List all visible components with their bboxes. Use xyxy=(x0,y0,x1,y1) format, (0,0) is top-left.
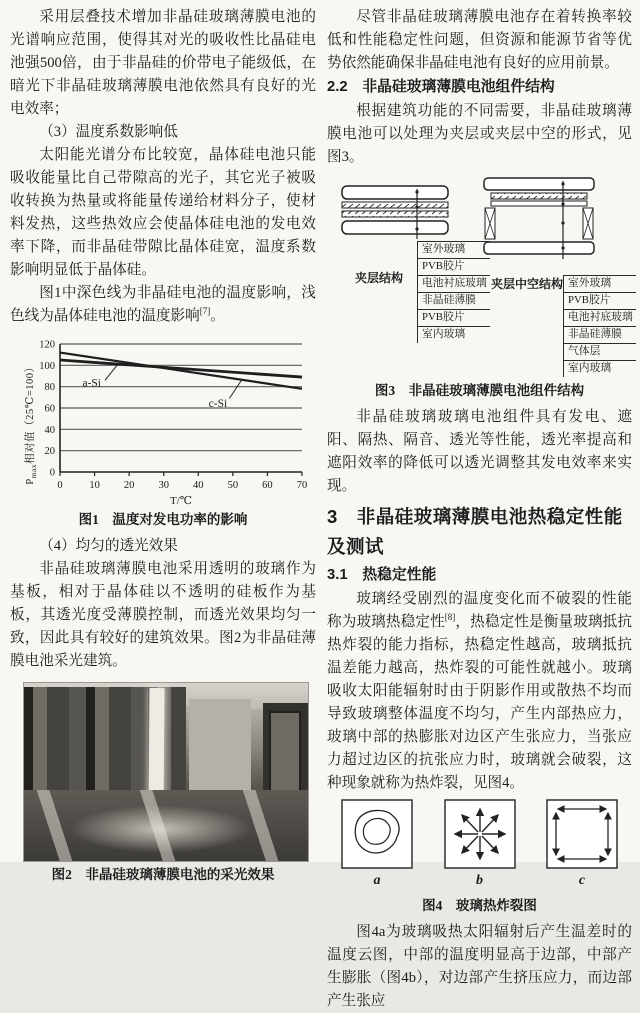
paragraph-thermal-pre: 玻璃经受剧烈的温度变化而不破裂的性能称为玻璃热稳定性 xyxy=(327,591,632,630)
layer-label: 非晶硅薄膜 xyxy=(564,326,636,343)
figure1-chart xyxy=(12,334,312,506)
svg-text:10: 10 xyxy=(89,480,100,491)
layer-label: 室内玻璃 xyxy=(564,360,636,377)
paragraph-module-functions: 非晶硅玻璃玻璃电池组件具有发电、遮阳、隔热、隔音、透光等性能，透光率提高和遮阳效率的降低可以透光调整其发电效率来实现。 xyxy=(327,409,632,494)
paragraph-fig1-intro xyxy=(10,282,316,328)
hollow-stack-diagram xyxy=(483,177,595,259)
figure2-caption: 图2 非晶硅玻璃薄膜电池的采光效果 xyxy=(51,867,275,882)
layer-label: PVB胶片 xyxy=(418,309,490,326)
photo-door-panel xyxy=(271,713,299,798)
svg-text:a-Si: a-Si xyxy=(82,377,102,390)
laminated-structure-label: 夹层结构 xyxy=(355,271,404,285)
svg-text:20: 20 xyxy=(123,480,135,491)
hollow-structure-label: 夹层中空结构 xyxy=(491,277,564,291)
edge-tension-diagram xyxy=(546,799,618,869)
layer-label: PVB胶片 xyxy=(564,292,636,309)
svg-text:50: 50 xyxy=(227,480,239,491)
heading-2-2: 2.2 非晶硅玻璃薄膜电池组件结构 xyxy=(327,79,555,95)
figure3-structure-diagrams xyxy=(327,175,632,377)
layer-label: 室外玻璃 xyxy=(418,241,490,258)
svg-text:c-Si: c-Si xyxy=(208,397,228,410)
layer-label: 室内玻璃 xyxy=(418,326,490,343)
temperature-contour-diagram xyxy=(341,799,413,869)
paragraph-stacking-tech: 采用层叠技术增加非晶硅玻璃薄膜电池的光谱响应范围，使得其对光的吸收性比晶硅电池强500倍，由于非晶硅的价带电子能级低，在暗光下非晶硅玻璃薄膜电池依然具有良好的光电效率； xyxy=(10,9,316,117)
right-column xyxy=(327,6,632,1013)
paragraph-thermal-stability xyxy=(327,588,632,795)
subfig-b-label: b xyxy=(476,873,483,888)
svg-text:0: 0 xyxy=(49,467,55,479)
fig1-plot-area xyxy=(28,334,312,506)
reference-8: [8] xyxy=(444,612,456,623)
photo-right-wall xyxy=(189,699,251,799)
svg-text:60: 60 xyxy=(44,403,55,415)
heading-section-3: 3 非晶硅玻璃薄膜电池热稳定性能及测试 xyxy=(327,506,623,557)
svg-text:120: 120 xyxy=(39,339,55,351)
laminated-layer-list xyxy=(417,241,490,343)
figure4-cracking-diagrams xyxy=(327,799,632,917)
paragraph-module-forms: 根据建筑功能的不同需要，非晶硅玻璃薄膜电池可以处理为夹层或夹层中空的形式，见图3。 xyxy=(327,103,632,165)
figure1-caption: 图1 温度对发电功率的影响 xyxy=(78,512,248,527)
paragraph-prospects: 尽管非晶硅玻璃薄膜电池存在着转换率较低和性能稳定性问题，但资源和能源节省等优势依然能确保非晶硅电池有良好的应用前景。 xyxy=(327,9,632,71)
subfig-c-label: c xyxy=(578,873,586,888)
figure3-caption: 图3 非晶硅玻璃薄膜电池组件结构 xyxy=(374,383,585,398)
svg-text:40: 40 xyxy=(44,424,55,436)
hollow-layer-list xyxy=(563,275,636,377)
svg-text:70: 70 xyxy=(296,480,308,491)
paragraph-fig1-intro-text: 图1中深色线为非晶硅电池的温度影响，浅色线为晶体硅电池的温度影响 xyxy=(10,285,316,324)
left-column xyxy=(10,6,316,890)
layer-label: 电池衬底玻璃 xyxy=(418,275,490,292)
figure2-building-photo xyxy=(24,683,308,861)
svg-text:30: 30 xyxy=(158,480,169,491)
layer-label: 室外玻璃 xyxy=(564,275,636,292)
layer-label: 非晶硅薄膜 xyxy=(418,292,490,309)
paragraph-transparency: 非晶硅玻璃薄膜电池采用透明的玻璃作为基板，相对于晶体硅以不透明的硅板作为基板，其透光度受薄膜控制，而透光效果均匀一致，因此具有较好的建筑效果。图2为非晶硅薄膜电池采光建筑。 xyxy=(10,561,316,669)
paragraph-thermal-post: ，热稳定性是衡量玻璃抵抗热炸裂的能力指标，热稳定性越高，玻璃抵抗温差能力越高，热炸裂的可能性就越小。玻璃吸收太阳能辐射时由于阴影作用或散热不均而导致玻璃整体温度不均匀，产生内部热应力，玻璃中部的热膨胀对边区产生张应力，当张应力超过边区的抗张应力时，玻璃就会破裂，这种现象就称为热炸裂，见图4。 xyxy=(327,614,632,791)
layer-label: 电池衬底玻璃 xyxy=(564,309,636,326)
heading-item-4: （4）均匀的透光效果 xyxy=(39,538,178,554)
subfig-a-label: a xyxy=(373,873,381,888)
laminated-stack-diagram xyxy=(341,185,451,239)
svg-text:T/℃: T/℃ xyxy=(169,495,193,507)
figure4-caption: 图4 玻璃热炸裂图 xyxy=(422,898,537,913)
svg-text:40: 40 xyxy=(193,480,204,491)
paragraph-fig4a-explain: 图4a为玻璃吸热太阳辐射后产生温差时的温度云图，中部的温度明显高于边部，中部产生膨胀（图4b），对边部产生挤压应力，而边部产生张应 xyxy=(327,924,632,1009)
svg-text:60: 60 xyxy=(262,480,273,491)
heading-item-3: （3）温度系数影响低 xyxy=(39,124,178,140)
paragraph-solar-spectrum: 太阳能光谱分布比较宽，晶体硅电池只能吸收能量比自己带隙高的光子，其它光子被吸收转换为热量或将能量传递给材料分子，使材料发热，这些热效应会使晶体硅电池的发电效率下降，而非晶硅带隙比晶体硅宽，温度系数影响明显低于晶体硅。 xyxy=(10,147,316,278)
svg-text:0: 0 xyxy=(57,480,63,491)
photo-floor-light-patches xyxy=(24,790,308,861)
heading-3-1: 3.1 热稳定性能 xyxy=(327,567,437,583)
expansion-arrows-diagram xyxy=(444,799,516,869)
svg-text:20: 20 xyxy=(44,446,55,458)
paragraph-fig1-intro-end: 。 xyxy=(210,308,225,324)
svg-text:80: 80 xyxy=(44,382,55,394)
figure4-subfigure-labels xyxy=(327,869,632,892)
layer-label: PVB胶片 xyxy=(418,258,490,275)
reference-7: [7] xyxy=(199,306,211,317)
fig1-y-axis-label: $P_{max}$相对值（25℃=100） xyxy=(24,361,39,485)
layer-label: 气体层 xyxy=(564,343,636,360)
svg-text:100: 100 xyxy=(39,360,55,372)
